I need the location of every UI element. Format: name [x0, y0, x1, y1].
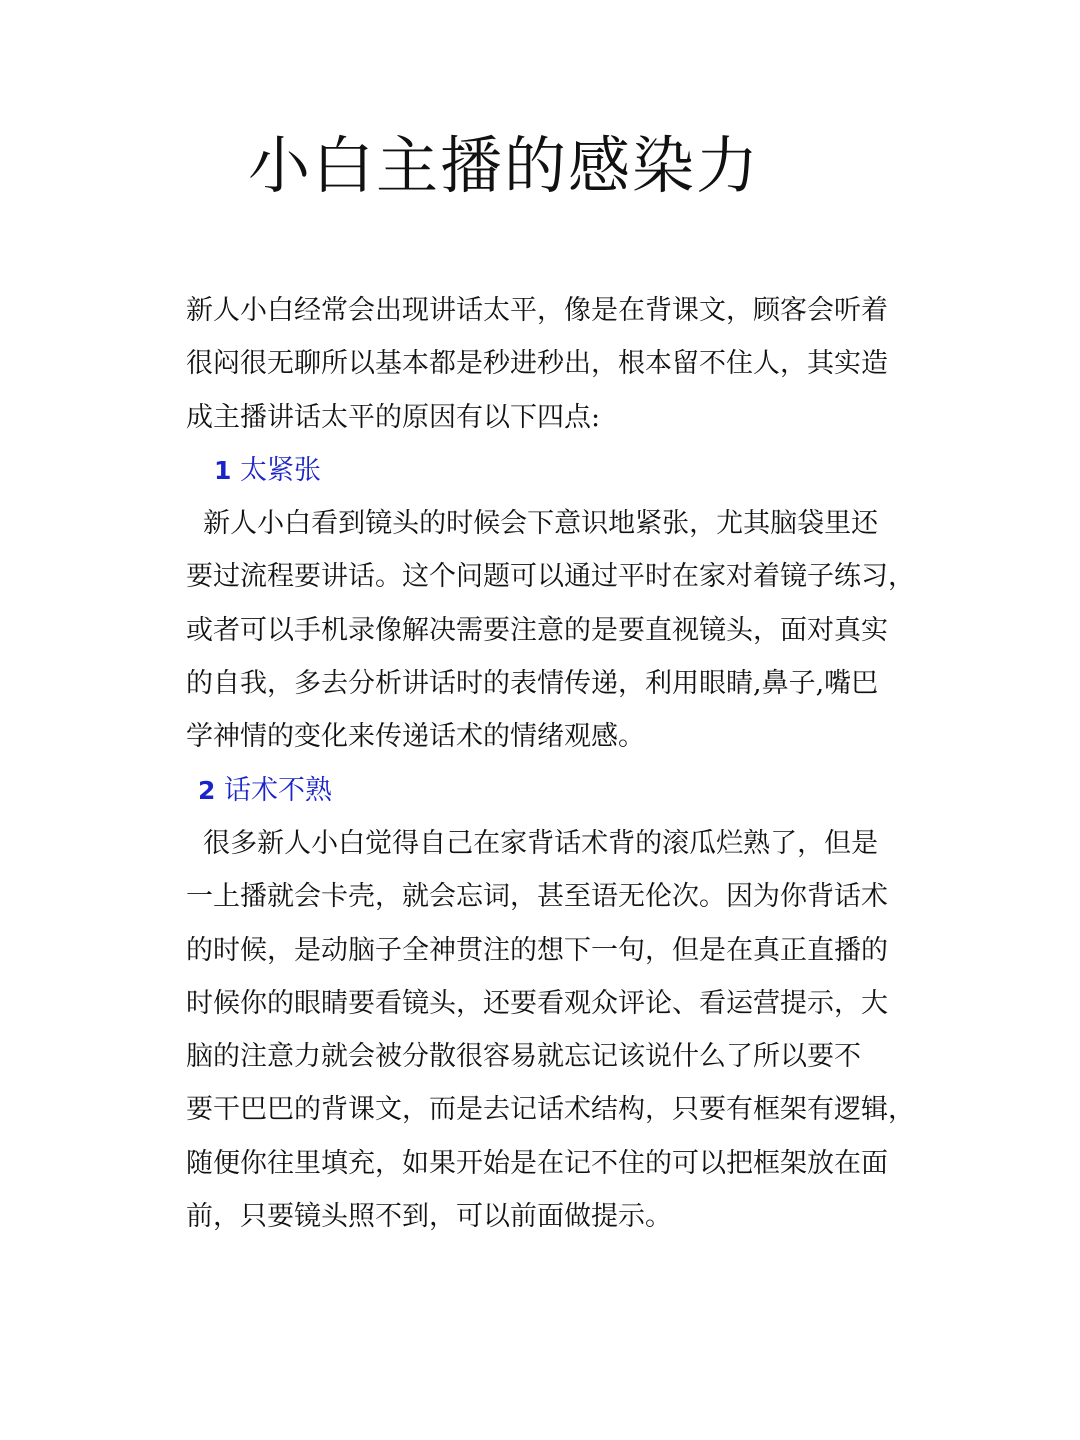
intro-line: 成主播讲话太平的原因有以下四点:: [186, 401, 601, 433]
intro-paragraph: [186, 284, 916, 444]
section-2-paragraph: [186, 817, 916, 1243]
paragraph-line: 要过流程要讲话。这个问题可以通过平时在家对着镜子练习，: [186, 561, 915, 593]
paragraph-line: 前，只要镜头照不到，可以前面做提示。: [186, 1201, 672, 1233]
section-heading-text: 太紧张: [240, 454, 321, 486]
paragraph-line: 随便你往里填充，如果开始是在记不住的可以把框架放在面: [186, 1147, 888, 1179]
paragraph-line: 脑的注意力就会被分散很容易就忘记该说什么了所以要不: [186, 1041, 861, 1073]
section-heading-text: 话术不熟: [224, 774, 332, 806]
document-body: [186, 284, 916, 1243]
section-1-paragraph: [186, 497, 916, 763]
section-number: 1: [214, 455, 232, 485]
paragraph-line: 新人小白看到镜头的时候会下意识地紧张，尤其脑袋里还: [186, 508, 879, 540]
intro-line: 很闷很无聊所以基本都是秒进秒出，根本留不住人，其实造: [186, 348, 888, 380]
paragraph-line: 的自我，多去分析讲话时的表情传递，利用眼睛,鼻子,嘴巴: [186, 668, 879, 700]
paragraph-line: 一上播就会卡壳，就会忘词，甚至语无伦次。因为你背话术: [186, 881, 888, 913]
paragraph-line: 时候你的眼睛要看镜头，还要看观众评论、看运营提示，大: [186, 987, 888, 1019]
document-title: 小白主播的感染力: [248, 129, 761, 202]
section-number: 2: [198, 775, 216, 805]
section-heading-2: [186, 764, 916, 817]
intro-line: 新人小白经常会出现讲话太平，像是在背课文，顾客会听着: [186, 295, 888, 326]
paragraph-line: 的时候，是动脑子全神贯注的想下一句，但是在真正直播的: [186, 934, 888, 966]
paragraph-line: 或者可以手机录像解决需要注意的是要直视镜头，面对真实: [186, 614, 888, 646]
section-heading-1: [186, 444, 916, 497]
paragraph-line: 很多新人小白觉得自己在家背话术背的滚瓜烂熟了，但是: [186, 827, 879, 859]
paragraph-line: 学神情的变化来传递话术的情绪观感。: [186, 721, 645, 753]
paragraph-line: 要干巴巴的背课文，而是去记话术结构，只要有框架有逻辑，: [186, 1094, 915, 1126]
